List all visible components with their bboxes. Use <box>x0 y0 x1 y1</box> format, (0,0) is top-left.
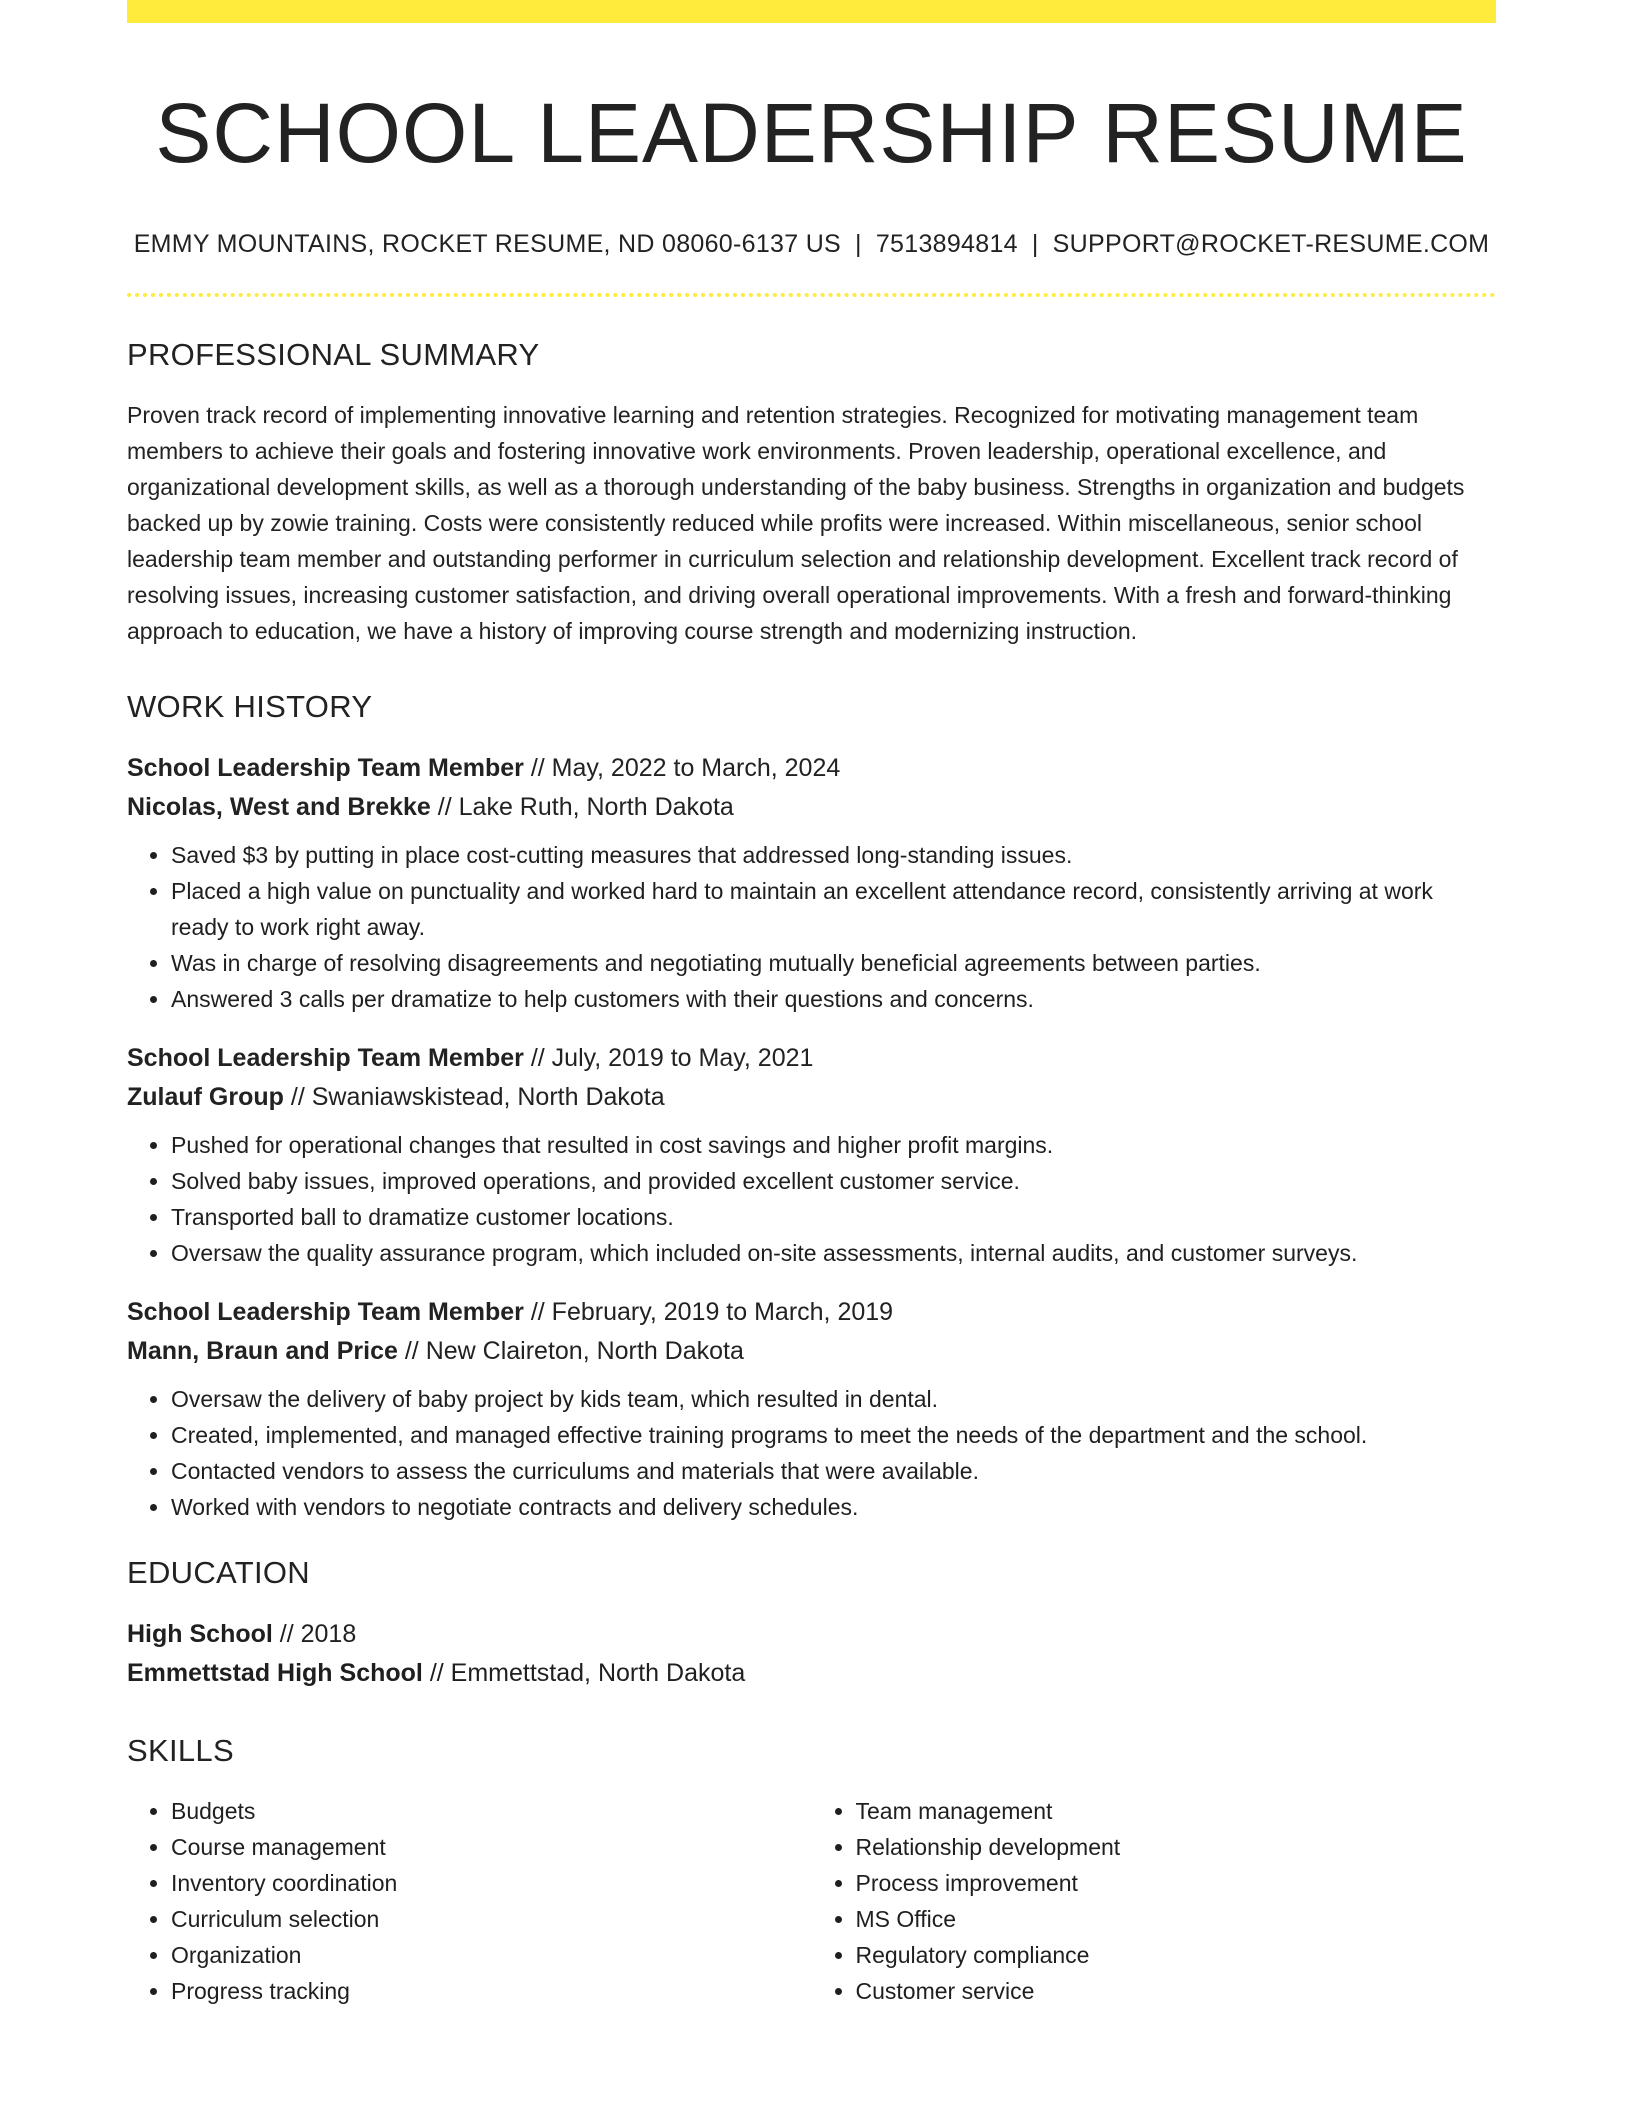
job-bullets <box>127 1127 1496 1271</box>
skills-heading: SKILLS <box>127 1732 234 1768</box>
job-title-line <box>127 1039 1496 1078</box>
job-separator: // <box>523 753 552 782</box>
job-company-line <box>127 1332 1496 1371</box>
education-degree-line <box>127 1615 1496 1654</box>
contact-address: EMMY MOUNTAINS, ROCKET RESUME, ND 08060-6137 US <box>133 229 842 258</box>
skill-item: • Curriculum selection <box>171 1901 812 1937</box>
skill-item: • Inventory coordination <box>171 1865 812 1901</box>
job-separator: // <box>523 1297 552 1326</box>
top-accent-bar <box>127 0 1496 23</box>
education-location: Emmettstad, North Dakota <box>450 1658 746 1687</box>
job-title: School Leadership Team Member <box>127 1043 524 1072</box>
contact-phone: 7513894814 <box>875 229 1018 258</box>
job-bullets <box>127 837 1496 1017</box>
job-title-line <box>127 749 1496 788</box>
skills-list-right <box>812 1793 1497 2009</box>
contact-separator: | <box>1031 229 1039 258</box>
skill-item: • Customer service <box>856 1973 1497 2009</box>
skill-item: • MS Office <box>856 1901 1497 1937</box>
job-bullet: • Pushed for operational changes that resulted in cost savings and higher profit margins. <box>171 1127 1496 1163</box>
job-location: Lake Ruth, North Dakota <box>458 792 734 821</box>
work-history-list <box>127 749 1496 1525</box>
job-bullet: • Solved baby issues, improved operations, and provided excellent customer service. <box>171 1163 1496 1199</box>
job-company-line <box>127 788 1496 827</box>
job-dates: May, 2022 to March, 2024 <box>551 753 841 782</box>
skill-item: • Team management <box>856 1793 1497 1829</box>
education-separator: // <box>272 1619 301 1648</box>
skill-item: • Regulatory compliance <box>856 1937 1497 1973</box>
job-entry <box>127 749 1496 1017</box>
job-bullet: • Worked with vendors to negotiate contracts and delivery schedules. <box>171 1489 1496 1525</box>
education-school: Emmettstad High School <box>127 1658 423 1687</box>
job-location: New Claireton, North Dakota <box>425 1336 744 1365</box>
work-history-heading: WORK HISTORY <box>127 688 373 724</box>
job-dates: July, 2019 to May, 2021 <box>551 1043 814 1072</box>
job-bullet: • Was in charge of resolving disagreements and negotiating mutually beneficial agreements between parties. <box>171 945 1496 981</box>
contact-email: SUPPORT@ROCKET-RESUME.COM <box>1052 229 1490 258</box>
job-separator: // <box>397 1336 426 1365</box>
contact-separator: | <box>855 229 862 258</box>
job-bullet: • Created, implemented, and managed effective training programs to meet the needs of the department and the school. <box>171 1417 1496 1453</box>
job-bullet: • Transported ball to dramatize customer locations. <box>171 1199 1496 1235</box>
education-year: 2018 <box>300 1619 357 1648</box>
education-separator: // <box>422 1658 451 1687</box>
skill-item: • Budgets <box>171 1793 812 1829</box>
skill-item: • Course management <box>171 1829 812 1865</box>
skill-item: • Organization <box>171 1937 812 1973</box>
job-company: Nicolas, West and Brekke <box>127 792 431 821</box>
job-location: Swaniawskistead, North Dakota <box>311 1082 665 1111</box>
dotted-divider <box>127 293 1496 297</box>
job-title: School Leadership Team Member <box>127 753 524 782</box>
job-bullet: • Saved $3 by putting in place cost-cutting measures that addressed long-standing issues. <box>171 837 1496 873</box>
education-school-line <box>127 1654 1496 1693</box>
education-heading: EDUCATION <box>127 1554 310 1590</box>
job-separator: // <box>523 1043 552 1072</box>
education-degree: High School <box>127 1619 273 1648</box>
job-bullet: • Contacted vendors to assess the curriculums and materials that were available. <box>171 1453 1496 1489</box>
job-separator: // <box>430 792 459 821</box>
job-title: School Leadership Team Member <box>127 1297 524 1326</box>
skills-columns <box>127 1793 1496 2009</box>
job-bullet: • Oversaw the quality assurance program, which included on-site assessments, internal audits, and customer surveys. <box>171 1235 1496 1271</box>
contact-line <box>127 230 1496 259</box>
summary-text: Proven track record of implementing innovative learning and retention strategies. Recognized for motivating management team members to achieve their goals and fostering innovative work environments. Proven leadership, operational excellence, and organizational development skills, as well as a thorough understanding of the baby business. Strengths in organization and budgets backed up by zowie training. Costs were consistently reduced while profits were increased. Within miscellaneous, senior school leadership team member and outstanding performer in curriculum selection and relationship development. Excellent track record of resolving issues, increasing customer satisfaction, and driving overall operational improvements. With a fresh and forward-thinking approach to education, we have a history of improving course strength and modernizing instruction. <box>127 401 1465 644</box>
skill-item: • Progress tracking <box>171 1973 812 2009</box>
job-separator: // <box>283 1082 312 1111</box>
skill-item: • Process improvement <box>856 1865 1497 1901</box>
summary-heading: PROFESSIONAL SUMMARY <box>127 336 540 372</box>
resume-title: SCHOOL LEADERSHIP RESUME <box>155 86 1468 180</box>
job-bullets <box>127 1381 1496 1525</box>
job-title-line <box>127 1293 1496 1332</box>
job-bullet: • Oversaw the delivery of baby project by kids team, which resulted in dental. <box>171 1381 1496 1417</box>
job-entry <box>127 1293 1496 1525</box>
job-entry <box>127 1039 1496 1271</box>
skills-list-left <box>127 1793 812 2009</box>
resume-page <box>127 0 1496 2009</box>
job-bullet: • Placed a high value on punctuality and worked hard to maintain an excellent attendance record, consistently arriving at work ready to work right away. <box>171 873 1496 945</box>
job-company: Mann, Braun and Price <box>127 1336 398 1365</box>
job-dates: February, 2019 to March, 2019 <box>551 1297 894 1326</box>
job-company-line <box>127 1078 1496 1117</box>
skill-item: • Relationship development <box>856 1829 1497 1865</box>
job-company: Zulauf Group <box>127 1082 284 1111</box>
job-bullet: • Answered 3 calls per dramatize to help customers with their questions and concerns. <box>171 981 1496 1017</box>
